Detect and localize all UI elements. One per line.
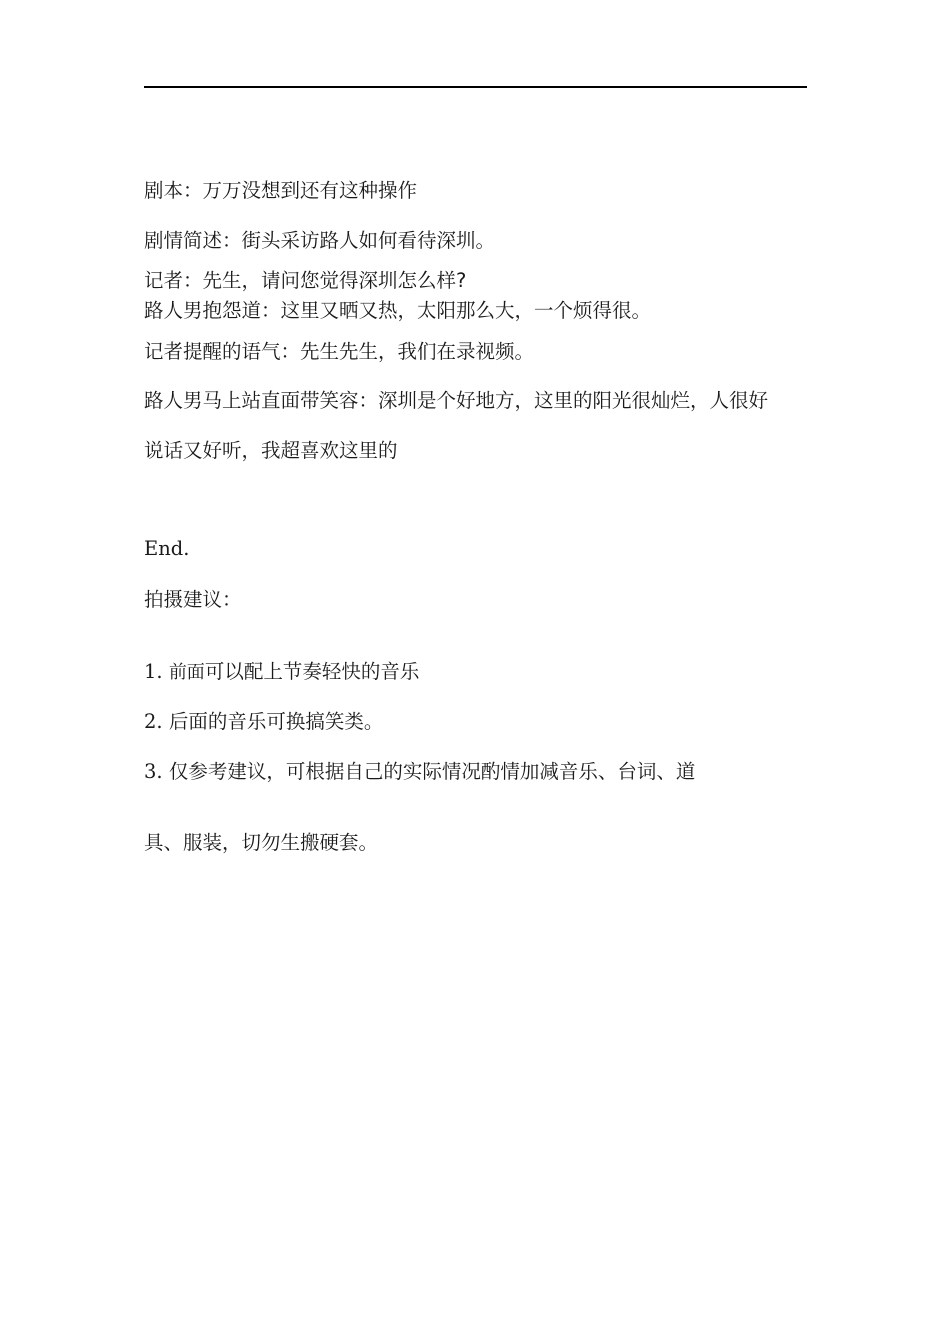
script-title: 剧本：万万没想到还有这种操作 (144, 179, 418, 202)
suggestion-number: 3. (144, 760, 163, 783)
suggestion-text: 后面的音乐可换搞笑类。 (168, 710, 384, 733)
suggestion-item-1 (144, 659, 419, 686)
suggestion-item-2 (144, 709, 383, 735)
suggestion-text: 可以配上节奏轻快的音乐 (204, 660, 420, 683)
suggestion-number: 2. (144, 710, 163, 733)
dialogue-line-4: 路人男马上站直面带笑容：深圳是个好地方，这里的阳光很灿烂，人很好 (144, 389, 769, 412)
suggestions-heading: 拍摄建议： (144, 588, 242, 611)
suggestion-number: 1. (144, 660, 163, 683)
dialogue-line-2: 路人男抱怨道：这里又晒又热，太阳那么大，一个烦得很。 (144, 299, 652, 322)
dialogue-line-5: 说话又好听，我超喜欢这里的 (144, 439, 398, 462)
dialogue-line-1: 记者：先生，请问您觉得深圳怎么样? (144, 269, 467, 292)
synopsis: 剧情简述：街头采访路人如何看待深圳。 (144, 229, 496, 252)
dialogue-line-3: 记者提醒的语气：先生先生，我们在录视频。 (144, 340, 535, 363)
suggestion-prefix: 前面 (168, 662, 205, 683)
suggestion-text: 仅参考建议，可根据自己的实际情况酌情加减音乐、台词、道 (168, 760, 696, 783)
suggestion-item-3-continued: 具、服装，切勿生搬硬套。 (144, 831, 379, 854)
header-rule (144, 86, 807, 88)
suggestion-item-3 (144, 759, 695, 785)
end-marker: End. (144, 537, 190, 560)
